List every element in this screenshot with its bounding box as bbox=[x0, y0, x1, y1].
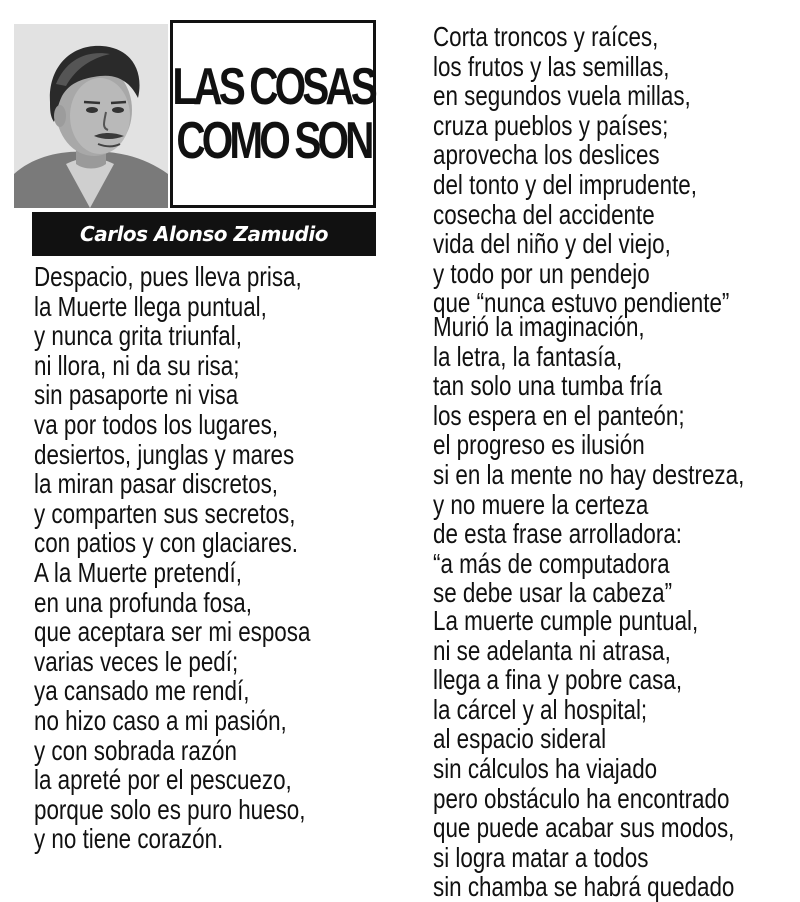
poem-verse: y nunca grita triunfal, bbox=[34, 320, 242, 352]
poem-left-stanza bbox=[34, 262, 380, 854]
poem-verse: la miran pasar discretos, bbox=[34, 468, 279, 500]
poem-verse: en una profunda fosa, bbox=[34, 586, 252, 618]
poem-verse: sin cálculos ha viajado bbox=[433, 752, 658, 784]
poem-verse: la apreté por el pescuezo, bbox=[34, 764, 292, 796]
poem-verse: y no muere la certeza bbox=[433, 488, 649, 520]
poem-verse: con patios y con glaciares. bbox=[34, 527, 298, 559]
poem-verse: tan solo una tumba fría bbox=[433, 370, 663, 402]
poem-verse: sin pasaporte ni visa bbox=[34, 379, 239, 411]
poem-verse: Despacio, pues lleva prisa, bbox=[34, 261, 302, 292]
poem-verse: los espera en el panteón; bbox=[433, 399, 685, 431]
poem-verse: que puede acabar sus modos, bbox=[433, 812, 735, 844]
poem-verse: ni llora, ni da su risa; bbox=[34, 349, 240, 381]
column-header bbox=[14, 20, 380, 260]
poem-verse: si logra matar a todos bbox=[433, 841, 649, 873]
author-name: Carlos Alonso Zamudio bbox=[80, 222, 328, 246]
poem-verse: y con sobrada razón bbox=[34, 734, 237, 766]
poem-verse: aprovecha los deslices bbox=[433, 139, 660, 171]
poem-verse: que “nunca estuvo pendiente” bbox=[433, 287, 730, 319]
poem-right-stanza-1 bbox=[433, 22, 800, 318]
poem-right-stanza-3 bbox=[433, 606, 800, 902]
poem-verse: al espacio sideral bbox=[433, 723, 607, 755]
poem-verse: La muerte cumple puntual, bbox=[433, 605, 699, 636]
poem-verse: A la Muerte pretendí, bbox=[34, 556, 242, 588]
poem-verse: de esta frase arrolladora: bbox=[433, 518, 683, 550]
column-title-line-2: COMO SON bbox=[175, 112, 371, 170]
poem-verse: el progreso es ilusión bbox=[433, 429, 645, 461]
poem-verse: varias veces le pedí; bbox=[34, 645, 239, 677]
poem-verse: la Muerte llega puntual, bbox=[34, 290, 267, 322]
poem-verse: Murió la imaginación, bbox=[433, 311, 645, 342]
poem-right-stanza-2 bbox=[433, 312, 800, 608]
poem-verse: ya cansado me rendí, bbox=[34, 675, 250, 707]
column-title bbox=[170, 20, 376, 208]
poem-verse: si en la mente no hay destreza, bbox=[433, 458, 745, 490]
column-title-line-1: LAS COSAS bbox=[172, 58, 374, 116]
poem-verse: no hizo caso a mi pasión, bbox=[34, 704, 287, 736]
author-portrait-icon bbox=[14, 24, 168, 208]
poem-verse: llega a fina y pobre casa, bbox=[433, 664, 683, 696]
author-byline bbox=[32, 212, 376, 256]
poem-verse: “a más de computadora bbox=[433, 547, 670, 579]
poem-verse: Corta troncos y raíces, bbox=[433, 21, 659, 52]
poem-verse: en segundos vuela millas, bbox=[433, 80, 691, 112]
poem-verse: ni se adelanta ni atrasa, bbox=[433, 634, 671, 666]
poem-verse: va por todos los lugares, bbox=[34, 408, 279, 440]
poem-verse: la cárcel y al hospital; bbox=[433, 693, 648, 725]
poem-verse: y todo por un pendejo bbox=[433, 257, 650, 289]
poem-verse: y comparten sus secretos, bbox=[34, 497, 296, 529]
poem-verse: la letra, la fantasía, bbox=[433, 340, 623, 372]
poem-verse: porque solo es puro hueso, bbox=[34, 793, 306, 825]
poem-verse: sin chamba se habrá quedado bbox=[433, 871, 735, 902]
poem-verse: desiertos, junglas y mares bbox=[34, 438, 295, 470]
poem-verse: que aceptara ser mi esposa bbox=[34, 616, 311, 648]
poem-verse: se debe usar la cabeza” bbox=[433, 577, 673, 609]
poem-verse: cosecha del accidente bbox=[433, 198, 655, 230]
poem-verse: pero obstáculo ha encontrado bbox=[433, 782, 730, 814]
poem-verse: vida del niño y del viejo, bbox=[433, 228, 671, 260]
poem-verse: del tonto y del imprudente, bbox=[433, 168, 697, 200]
poem-verse: y no tiene corazón. bbox=[34, 823, 224, 855]
poem-verse: cruza pueblos y países; bbox=[433, 109, 669, 141]
poem-verse: los frutos y las semillas, bbox=[433, 50, 670, 82]
